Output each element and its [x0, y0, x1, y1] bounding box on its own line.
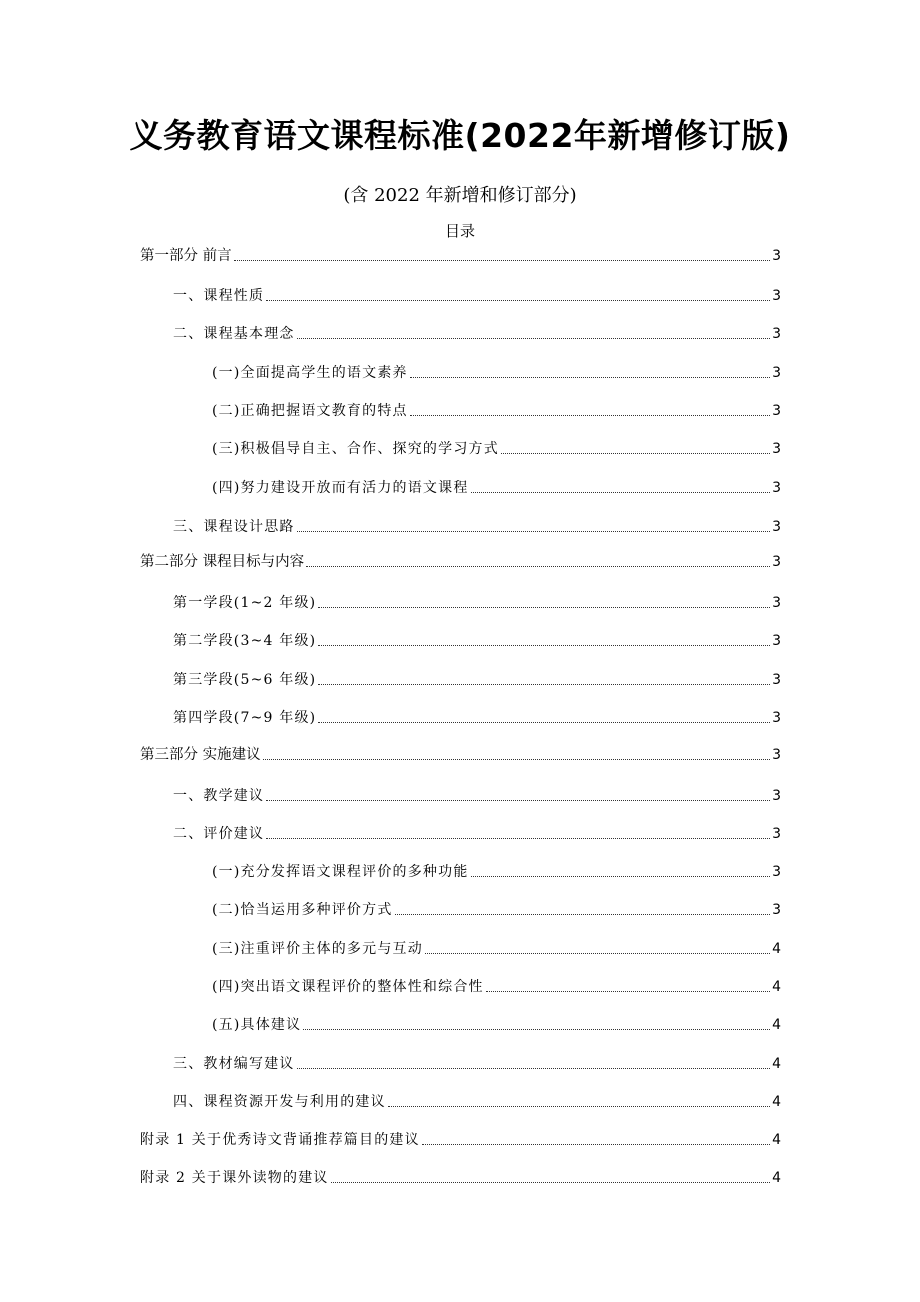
toc-entry[interactable] — [212, 937, 781, 959]
toc-entry[interactable] — [140, 1128, 781, 1150]
toc-entry-page-number: 3 — [772, 326, 781, 342]
toc-entry-page-number: 4 — [772, 1132, 781, 1148]
toc-entry-title: (二)恰当运用多种评价方式 — [212, 902, 393, 918]
toc-entry-title: (三)积极倡导自主、合作、探究的学习方式 — [212, 441, 499, 457]
toc-entry[interactable] — [173, 591, 781, 613]
toc-entry-title: 三、课程设计思路 — [173, 519, 295, 535]
toc-entry[interactable] — [173, 284, 781, 306]
toc-entry-title: (五)具体建议 — [212, 1017, 302, 1033]
toc-entry[interactable] — [173, 1090, 781, 1112]
toc-dot-leader — [501, 452, 770, 454]
toc-heading: 目录 — [444, 222, 475, 240]
toc-entry-page-number: 3 — [772, 864, 781, 880]
toc-dot-leader — [318, 644, 770, 646]
toc-entry[interactable] — [212, 860, 781, 882]
document-title: 义务教育语文课程标准(2022年新增修订版) — [129, 116, 791, 155]
toc-dot-leader — [471, 875, 770, 877]
toc-entry-page-number: 3 — [772, 595, 781, 611]
toc-entry-title: 第三部分 实施建议 — [140, 747, 261, 763]
toc-entry[interactable] — [173, 515, 781, 537]
toc-entry-title: 二、评价建议 — [173, 826, 265, 842]
toc-entry[interactable] — [212, 399, 781, 421]
toc-entry[interactable] — [212, 361, 781, 383]
toc-entry-title: 第二学段(3~4 年级) — [173, 633, 317, 649]
toc-entry-title: 附录 2 关于课外读物的建议 — [140, 1170, 329, 1186]
toc-dot-leader — [297, 337, 770, 339]
toc-dot-leader — [303, 1028, 770, 1030]
toc-dot-leader — [266, 837, 770, 839]
toc-entry[interactable] — [212, 975, 781, 997]
toc-entry-title: 一、教学建议 — [173, 788, 265, 804]
toc-entry-page-number: 4 — [772, 1170, 781, 1186]
toc-dot-leader — [471, 491, 770, 493]
toc-entry-title: 附录 1 关于优秀诗文背诵推荐篇目的建议 — [140, 1132, 420, 1148]
toc-entry-title: 第二部分 课程目标与内容 — [140, 554, 305, 570]
toc-entry-page-number: 3 — [772, 365, 781, 381]
toc-entry-title: 第一学段(1~2 年级) — [173, 595, 317, 611]
toc-dot-leader — [306, 565, 770, 567]
toc-dot-leader — [266, 799, 770, 801]
toc-entry-page-number: 4 — [772, 979, 781, 995]
toc-entry-page-number: 3 — [772, 288, 781, 304]
toc-entry[interactable] — [140, 244, 781, 266]
toc-entry-page-number: 3 — [772, 441, 781, 457]
toc-entry[interactable] — [173, 1052, 781, 1074]
toc-entry-page-number: 3 — [772, 902, 781, 918]
toc-entry-page-number: 4 — [772, 1094, 781, 1110]
toc-dot-leader — [297, 530, 770, 532]
toc-entry-page-number: 3 — [772, 710, 781, 726]
toc-entry-page-number: 4 — [772, 1017, 781, 1033]
toc-entry-title: 三、教材编写建议 — [173, 1056, 295, 1072]
toc-entry[interactable] — [173, 322, 781, 344]
toc-dot-leader — [318, 683, 770, 685]
toc-dot-leader — [410, 414, 770, 416]
toc-dot-leader — [297, 1067, 770, 1069]
toc-dot-leader — [318, 606, 770, 608]
toc-dot-leader — [266, 299, 770, 301]
toc-dot-leader — [410, 376, 770, 378]
toc-entry[interactable] — [212, 1013, 781, 1035]
toc-entry-title: 第一部分 前言 — [140, 248, 232, 264]
toc-entry-page-number: 3 — [772, 248, 781, 264]
toc-entry-page-number: 3 — [772, 826, 781, 842]
toc-entry[interactable] — [140, 1166, 781, 1188]
toc-entry[interactable] — [173, 668, 781, 690]
toc-entry-title: 四、课程资源开发与利用的建议 — [173, 1094, 386, 1110]
toc-entry-title: (四)努力建设开放而有活力的语文课程 — [212, 480, 469, 496]
toc-dot-leader — [331, 1181, 770, 1183]
toc-entry-title: (四)突出语文课程评价的整体性和综合性 — [212, 979, 484, 995]
toc-entry[interactable] — [212, 476, 781, 498]
toc-entry[interactable] — [212, 437, 781, 459]
toc-entry[interactable] — [173, 629, 781, 651]
toc-entry-page-number: 3 — [772, 519, 781, 535]
toc-entry-title: (一)充分发挥语文课程评价的多种功能 — [212, 864, 469, 880]
toc-dot-leader — [486, 990, 770, 992]
toc-entry-page-number: 3 — [772, 747, 781, 763]
toc-entry-page-number: 4 — [772, 941, 781, 957]
toc-entry-title: 第三学段(5~6 年级) — [173, 672, 317, 688]
toc-entry[interactable] — [140, 550, 781, 572]
toc-entry-page-number: 3 — [772, 480, 781, 496]
toc-entry-title: (三)注重评价主体的多元与互动 — [212, 941, 423, 957]
toc-dot-leader — [234, 259, 770, 261]
toc-entry-title: 二、课程基本理念 — [173, 326, 295, 342]
toc-entry-title: 第四学段(7~9 年级) — [173, 710, 317, 726]
toc-entry[interactable] — [140, 743, 781, 765]
toc-entry-page-number: 3 — [772, 554, 781, 570]
document-subtitle: (含 2022 年新增和修订部分) — [343, 185, 577, 206]
toc-entry-page-number: 3 — [772, 633, 781, 649]
toc-dot-leader — [395, 913, 770, 915]
toc-entry-page-number: 3 — [772, 403, 781, 419]
toc-dot-leader — [318, 721, 770, 723]
toc-entry-title: 一、课程性质 — [173, 288, 265, 304]
toc-dot-leader — [263, 758, 770, 760]
toc-entry-page-number: 3 — [772, 672, 781, 688]
toc-dot-leader — [388, 1105, 770, 1107]
toc-entry[interactable] — [212, 898, 781, 920]
toc-entry-title: (二)正确把握语文教育的特点 — [212, 403, 408, 419]
toc-entry[interactable] — [173, 784, 781, 806]
toc-entry-title: (一)全面提高学生的语文素养 — [212, 365, 408, 381]
toc-entry-page-number: 3 — [772, 788, 781, 804]
toc-dot-leader — [422, 1143, 770, 1145]
toc-entry-page-number: 4 — [772, 1056, 781, 1072]
toc-dot-leader — [425, 952, 770, 954]
toc-entry[interactable] — [173, 822, 781, 844]
toc-entry[interactable] — [173, 706, 781, 728]
